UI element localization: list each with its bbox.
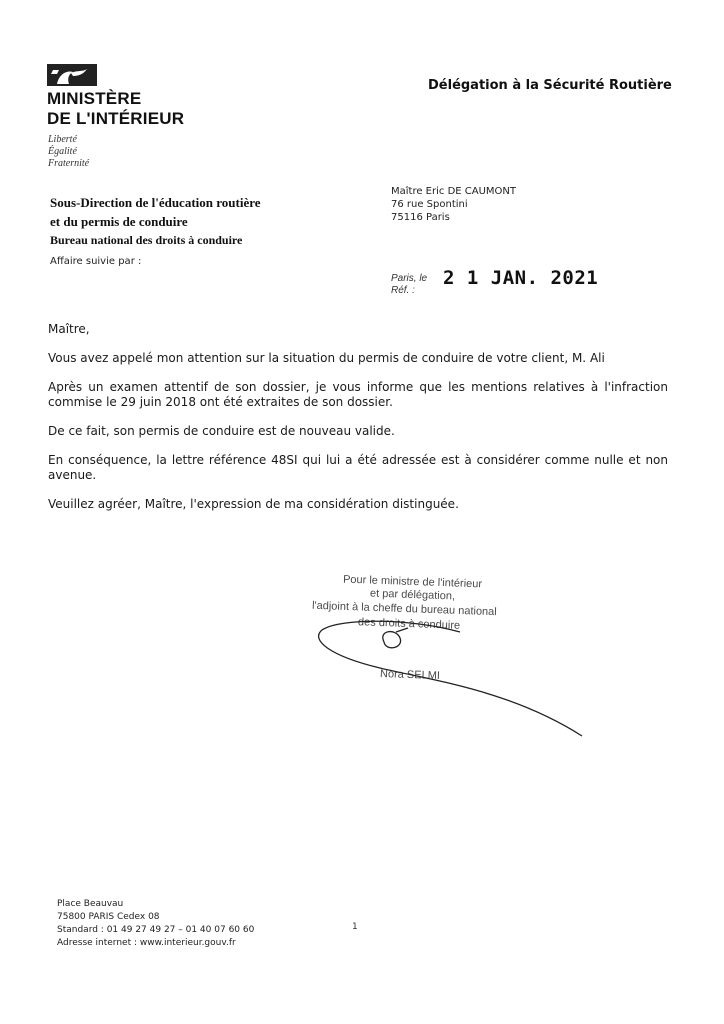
ministry-name [47, 89, 184, 129]
ministry-name-line2: DE L'INTÉRIEUR [47, 109, 185, 128]
addressee-block [391, 185, 516, 224]
signature-line-2: et par délégation, [369, 587, 456, 603]
ministry-name-line1: MINISTÈRE [47, 89, 142, 108]
place-label: Paris, le [391, 273, 428, 284]
addressee-street: 76 rue Spontini [391, 199, 468, 210]
signature-line-3: l'adjoint à la cheffe du bureau national [311, 599, 497, 619]
signatory-name: Nora SELMI [379, 667, 441, 683]
signature-block [300, 572, 630, 742]
signature-line-1: Pour le ministre de l'intérieur [342, 573, 483, 591]
salutation: Maître, [48, 322, 90, 336]
date-stamp: 2 1 JAN. 2021 [443, 267, 599, 289]
paragraph-3: De ce fait, son permis de conduire est de nouveau valide. [48, 424, 395, 438]
affaire-suivie: Affaire suivie par : [50, 256, 142, 267]
paragraph-2: Après un examen attentif de son dossier, je vous informe que les mentions relatives à l'infraction commise le 29 juin 2018 ont été extraites de son dossier. [48, 380, 668, 409]
footer-phone: Standard : 01 49 27 49 27 – 01 40 07 60 60 [57, 925, 255, 935]
date-block [391, 267, 691, 297]
paragraph-1: Vous avez appelé mon attention sur la situation du permis de conduire de votre client, M. Ali [48, 351, 605, 365]
republic-motto [48, 134, 89, 170]
subdirection-line1: Sous-Direction de l'éducation routière [50, 195, 261, 210]
marianne-logo-icon [47, 64, 97, 86]
signature-line-4: des droits à conduire [357, 616, 461, 632]
footer-website: Adresse internet : www.interieur.gouv.fr [57, 938, 236, 948]
letter-body [48, 322, 668, 512]
addressee-city: 75116 Paris [391, 212, 450, 223]
motto-liberte: Liberté [48, 134, 77, 145]
motto-fraternite: Fraternité [48, 158, 90, 169]
addressee-name: Maître Eric DE CAUMONT [391, 186, 516, 197]
subdirection-line2: et du permis de conduire [50, 214, 188, 229]
subdirection-block [50, 193, 261, 250]
footer-contact [57, 898, 254, 950]
page-number: 1 [352, 922, 358, 932]
subdirection-line3: Bureau national des droits à conduire [50, 233, 243, 247]
handwritten-signature-icon [300, 572, 630, 742]
reference-label: Réf. : [391, 285, 415, 296]
paragraph-5: Veuillez agréer, Maître, l'expression de ma considération distinguée. [48, 497, 459, 511]
footer-address: Place Beauvau [57, 899, 124, 909]
delegation-title: Délégation à la Sécurité Routière [428, 78, 672, 93]
motto-egalite: Égalité [48, 146, 77, 157]
footer-postcode: 75800 PARIS Cedex 08 [57, 912, 160, 922]
paragraph-4: En conséquence, la lettre référence 48SI qui lui a été adressée est à considérer comme nulle et non avenue. [48, 453, 668, 482]
